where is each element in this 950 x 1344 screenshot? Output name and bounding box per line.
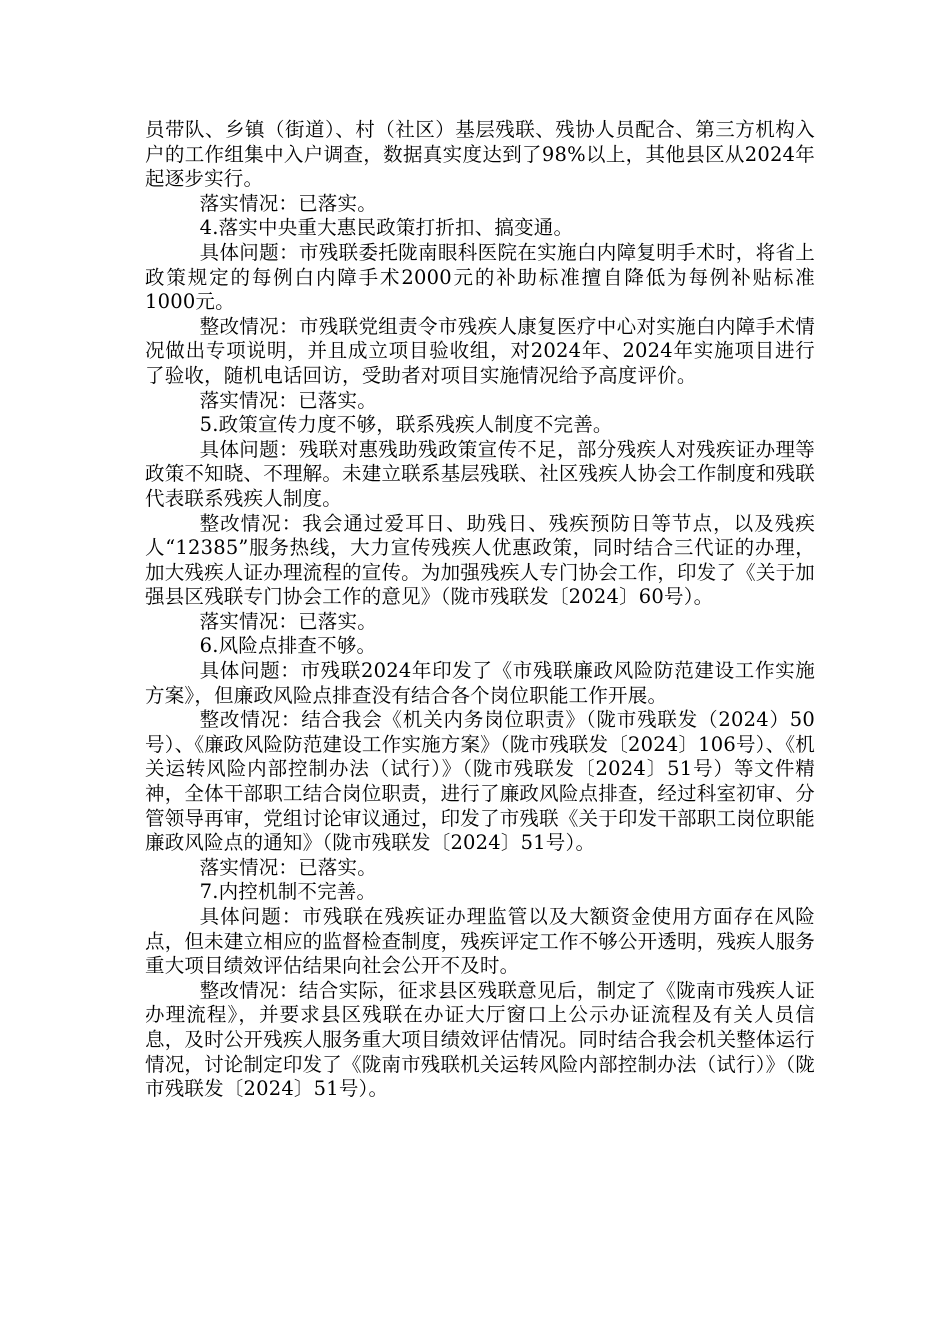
heading-item-5: 5.政策宣传力度不够，联系残疾人制度不完善。 — [199, 413, 613, 437]
heading-item-4: 4.落实中央重大惠民政策打折扣、搞变通。 — [199, 216, 574, 240]
paragraph-rectification-7: 整改情况：结合实际，征求县区残联意见后，制定了《陇南市残疾人证办理流程》，并要求县区残联在办证大厅窗口上公示办证流程及有关人员信息，及时公开残疾人服务重大项目绩效评估情况。同时结合我会机关整体运行情况，讨论制定印发了《陇南市残联机关运转风险内部控制办法（试行）》（陇市残联发〔2024〕51号）。 — [145, 978, 816, 1101]
paragraph-problem-6: 具体问题：市残联2024年印发了《市残联廉政风险防范建设工作实施方案》，但廉政风险点排查没有结合各个岗位职能工作开展。 — [145, 659, 815, 707]
paragraph-problem-7: 具体问题：市残联在残疾证办理监管以及大额资金使用方面存在风险点，但未建立相应的监督检查制度，残疾评定工作不够公开透明，残疾人服务重大项目绩效评估结果向社会公开不及时。 — [145, 905, 815, 978]
paragraph-status-1: 落实情况：已落实。 — [199, 191, 377, 215]
paragraph-rectification-6: 整改情况：结合我会《机关内务岗位职责》（陇市残联发（2024）50号）、《廉政风险防范建设工作实施方案》（陇市残联发〔2024〕106号）、《机关运转风险内部控制办法（试行）》（陇市残联发〔2024〕51号）等文件精神，全体干部职工结合岗位职责，进行了廉政风险点排查，经过科室初审、分管领导再审，党组讨论审议通过，印发了市残联《关于印发干部职工岗位职能廉政风险点的通知》（陇市残联发〔2024〕51号）。 — [145, 708, 815, 855]
heading-item-7: 7.内控机制不完善。 — [199, 880, 377, 904]
document-page — [145, 118, 815, 1102]
paragraph-status-6: 落实情况：已落实。 — [199, 855, 377, 879]
paragraph-problem-4: 具体问题：市残联委托陇南眼科医院在实施白内障复明手术时，将省上政策规定的每例白内障手术2000元的补助标准擅自降低为每例补贴标准1000元。 — [145, 240, 815, 314]
paragraph-rectification-4: 整改情况：市残联党组责令市残疾人康复医疗中心对实施白内障手术情况做出专项说明，并且成立项目验收组，对2024年、2024年实施项目进行了验收，随机电话回访，受助者对项目实施情况给予高度评价。 — [145, 314, 815, 387]
paragraph-status-4: 落实情况：已落实。 — [199, 388, 377, 412]
paragraph-status-5: 落实情况：已落实。 — [199, 609, 377, 633]
paragraph-problem-5: 具体问题：残联对惠残助残政策宣传不足，部分残疾人对残疾证办理等政策不知晓、不理解。未建立联系基层残联、社区残疾人协会工作制度和残联代表联系残疾人制度。 — [145, 437, 815, 510]
heading-item-6: 6.风险点排查不够。 — [199, 634, 377, 658]
paragraph-rectification-5: 整改情况：我会通过爱耳日、助残日、残疾预防日等节点，以及残疾人“12385”服务热线，大力宣传残疾人优惠政策，同时结合三代证的办理，加大残疾人证办理流程的宣传。为加强残疾人专门协会工作，印发了《关于加强县区残联专门协会工作的意见》（陇市残联发〔2024〕60号）。 — [145, 511, 815, 609]
paragraph-survey-continuation: 员带队、乡镇（街道）、村（社区）基层残联、残协人员配合、第三方机构入户的工作组集中入户调查，数据真实度达到了98%以上，其他县区从2024年起逐步实行。 — [145, 118, 815, 191]
